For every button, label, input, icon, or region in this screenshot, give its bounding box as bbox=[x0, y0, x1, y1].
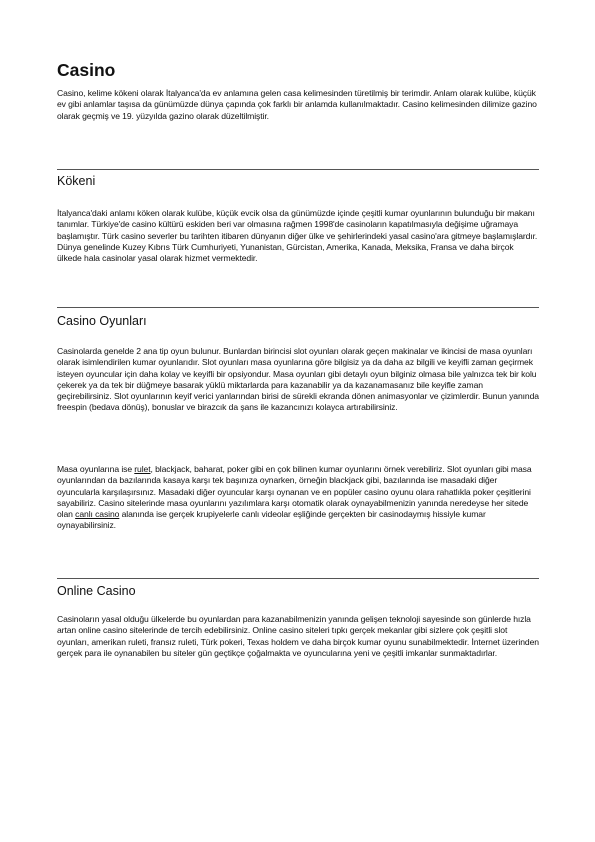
rulet-link[interactable]: rulet bbox=[134, 464, 151, 474]
paragraph-text: Masa oyunlarına ise bbox=[57, 464, 135, 474]
paragraph-text: alanında ise gerçek krupiyelerle canlı videolar eşliğinde gerçekten bir casinodaymış hissiyle kumar oynayabilirsiniz. bbox=[57, 509, 486, 531]
section-divider bbox=[57, 307, 539, 308]
casino-oyunlari-paragraph-1: Casinolarda genelde 2 ana tip oyun bulunur. Bunlardan birincisi slot oyunları olarak geçen makinalar ve ikincisi de masa oyunları olarak isimlendirilen kumar oyunlarıdır. Slot oyunları masa oyunlarına göre bilgisiz ya da daha az bilgili ve keyifli zaman geçirmek isteyen oyuncular için daha kolay ve keyifli bir opsiyondur. Masa oyunları gibi detaylı oyun bilginiz olmasa bile yalnızca tek bir kolu çekerek ya da tek bir düğmeye basarak yüklü miktarlarda para kazanabilir ya da kazanamasanız bile keyifle zaman geçirebilirsiniz. Slot oyunlarının keyif verici yanlarından birisi de sürekli ekranda dönen animasyonlar ve çizimlerdir. Bunun yanında freespin (bedava dönüş), bonuslar ve birazcık da şans ile kazancınızı kolayca artırabilirsiniz. bbox=[57, 346, 539, 413]
paragraph-text: , blackjack, baharat, poker gibi en çok bilinen kumar oyunlarını örnek verebiliriz. Slot oyunları gibi masa oyunlarından da bazılarında kasaya karşı tek başınıza oynarken, örneğin blackjack gibi, bazılarında ise masadaki diğer oyuncularla karşılaşırsınız. Masadaki diğer oyuncular karşı oynanan ve en popüler casino oyunu olara rahatlıkla poker çeşitlerini sayabiliriz. Casino sitelerinde masa oyunlarını yazılımlara karşı otomatik olarak oynayabilmenizin yanında neredeyse her sitede olan bbox=[57, 464, 532, 520]
kokeni-paragraph: İtalyanca'daki anlamı köken olarak kulübe, küçük evcik olsa da günümüzde içinde çeşitli kumar oyunlarının bulunduğu bir makanı tanımlar. Türkiye'de casino kültürü eskiden beri var olmasına rağmen 1998'de casinoların kapatılmasıyla değişime uğramaya başlamıştır. Türk casino severler bu tarihten itibaren dünyanın diğer ülke ve şehirlerindeki yasal casino'ara gitmeye başlamışlardır. Dünya genelinde Kuzey Kıbrıs Türk Cumhuriyeti, Yunanistan, Gürcistan, Amerika, Kanada, Meksika, Fransa ve daha birçok ülkede hala casinolar yasal olarak hizmet vermektedir. bbox=[57, 208, 538, 264]
online-casino-paragraph: Casinoların yasal olduğu ülkelerde bu oyunlardan para kazanabilmenizin yanında gelişen teknoloji sayesinde son günlerde hızla artan online casino sitelerinde de tercih edebilirsiniz. Online casino siteleri tıpkı gerçek mekanlar gibi sizlere çok çeşitli slot oyunları, amerikan ruleti, fransız ruleti, Türk pokeri, Texas holdem ve daha birçok kumar oyunu sunabilmektedir. İnternet üzerinden gerçek para ile oynanabilen bu siteler gün geçtikçe çoğalmakta ve oyuncularına yeni ve çeşitli imkanlar sunmaktadırlar. bbox=[57, 614, 539, 658]
section-heading-kokeni: Kökeni bbox=[57, 174, 96, 188]
intro-paragraph: Casino, kelime kökeni olarak İtalyanca'da ev anlamına gelen casa kelimesinden türetilmiş bir terimdir. Anlam olarak kulübe, küçük ev gibi anlamlar taşısa da günümüzde dünya çapında çok farklı bir anlamda kullanılmaktadır. Casino kelimesinden dilimize gazino olarak geçmiş ve 19. yüzyılda gazino olarak düzeltilmiştir. bbox=[57, 88, 537, 121]
section-divider bbox=[57, 578, 539, 579]
page-title: Casino bbox=[57, 60, 116, 80]
section-divider bbox=[57, 169, 539, 170]
casino-oyunlari-paragraph-2 bbox=[57, 464, 539, 532]
section-heading-casino-oyunlari: Casino Oyunları bbox=[57, 314, 147, 328]
section-heading-online-casino: Online Casino bbox=[57, 584, 136, 598]
canli-casino-link[interactable]: canlı casino bbox=[75, 509, 120, 520]
